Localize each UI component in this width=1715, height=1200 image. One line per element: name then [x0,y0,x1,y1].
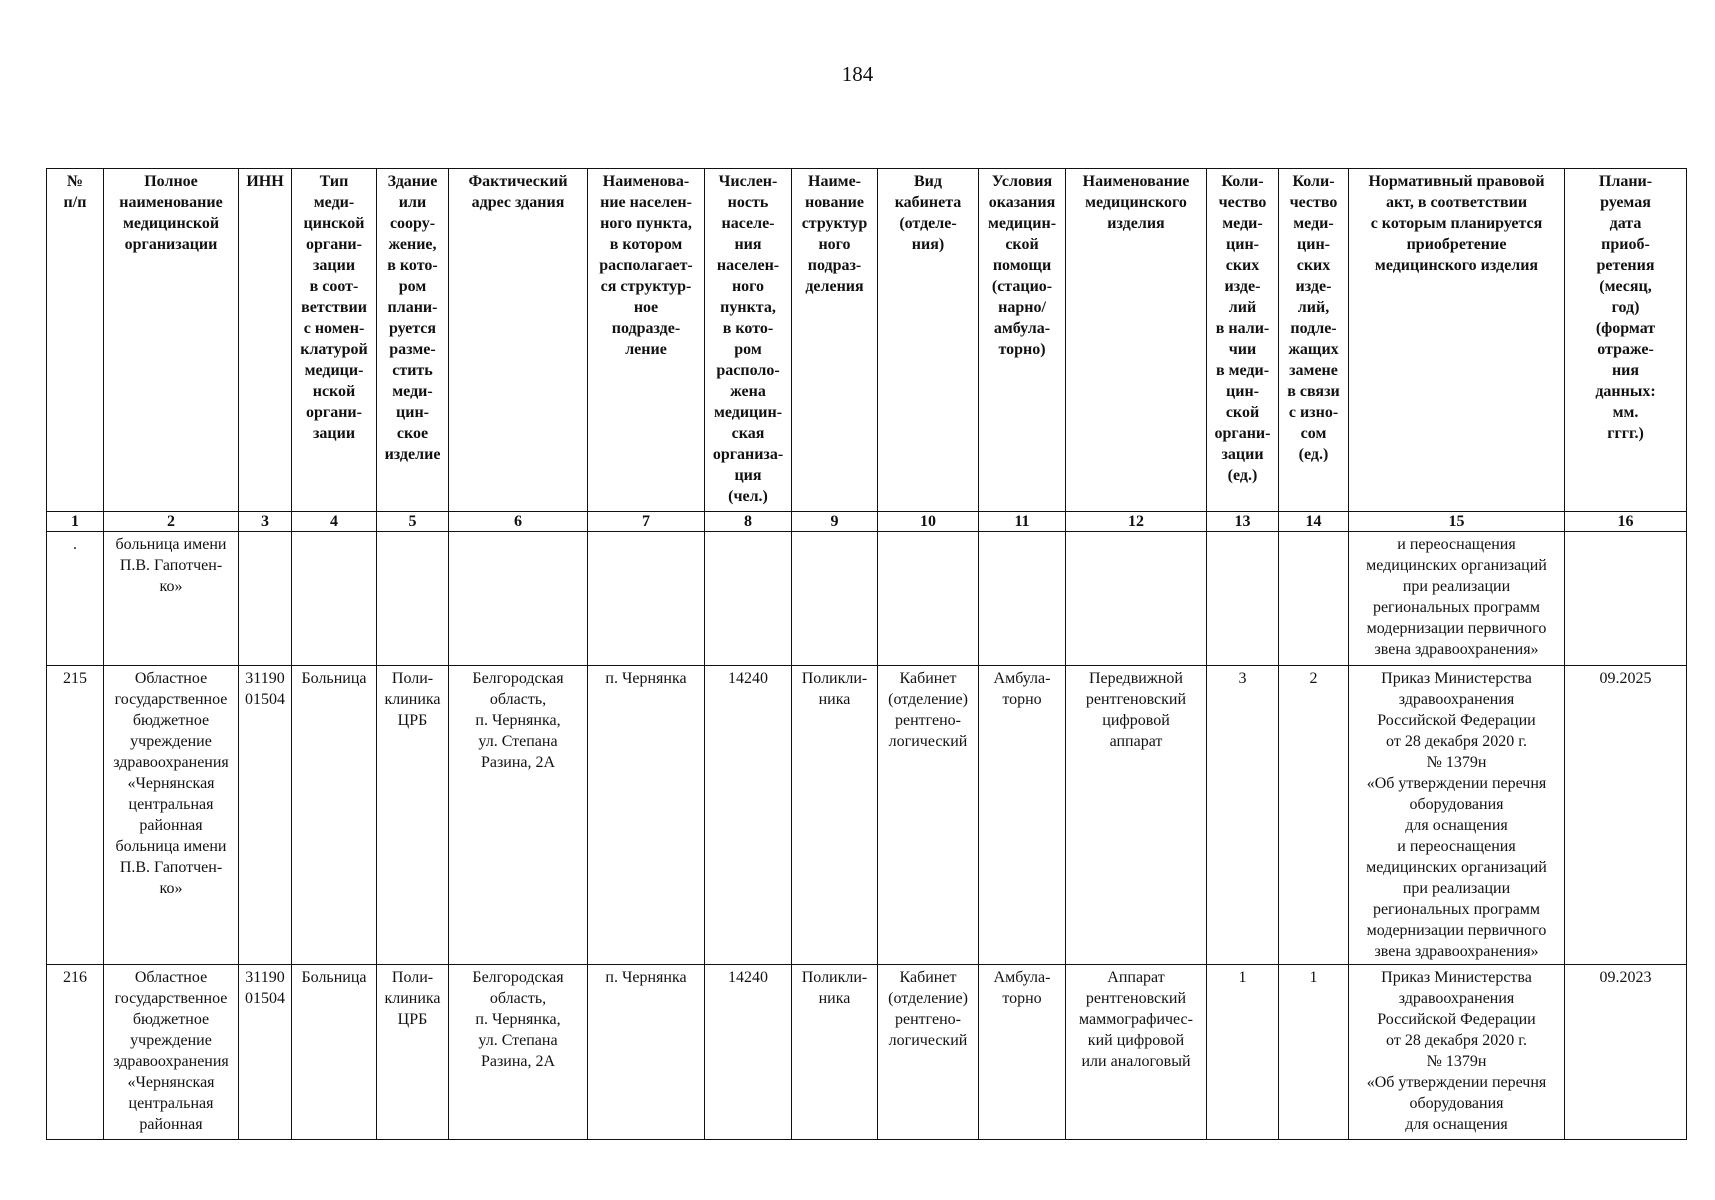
col-header-14: Коли- чество меди- цин- ских изде- лий, подле- жащих замене в связи с изно- сом (ед.) [1279,169,1349,512]
col-number: 15 [1349,512,1565,532]
col-number: 11 [979,512,1066,532]
col-number: 10 [878,512,979,532]
col-number: 16 [1565,512,1687,532]
cell-settlement [588,532,705,666]
col-header-13: Коли- чество меди- цин- ских изде- лий в нали- чии в меди- цин- ской органи- зации (ед.) [1207,169,1279,512]
cell-qty-available: 1 [1207,965,1279,1140]
col-number: 6 [449,512,588,532]
cell-org-type: Больница [292,666,377,965]
cell-inn: 31190 01504 [239,965,292,1140]
col-number: 14 [1279,512,1349,532]
col-header-6: Фактический адрес здания [449,169,588,512]
header-row [47,169,1687,512]
cell-cabinet: Кабинет (отделение) рентгено- логический [878,965,979,1140]
cell-org-name: больница имени П.В. Гапотчен- ко» [104,532,239,666]
cell-population [705,532,792,666]
col-header-4: Тип меди- цинской органи- зации в соот- ветствии с номен- клатурой медици- нской органи- зации [292,169,377,512]
cell-conditions: Амбула- торно [979,666,1066,965]
col-header-7: Наименова- ние населен- ного пункта, в котором располагает- ся структур- ное подразде- ление [588,169,705,512]
col-header-16: Плани- руемая дата приоб- ретения (месяц, год) (формат отраже- ния данных: мм. гггг.) [1565,169,1687,512]
col-number: 13 [1207,512,1279,532]
col-header-12: Наименование медицинского изделия [1066,169,1207,512]
cell-cabinet: Кабинет (отделение) рентгено- логический [878,666,979,965]
col-number: 12 [1066,512,1207,532]
cell-building [377,532,449,666]
col-header-10: Вид кабинета (отделе- ния) [878,169,979,512]
col-number: 4 [292,512,377,532]
col-header-2: Полное наименование медицинской организации [104,169,239,512]
page-number: 184 [841,62,874,86]
col-number: 8 [705,512,792,532]
cell-settlement: п. Чернянка [588,666,705,965]
col-number: 5 [377,512,449,532]
table-row-216 [47,965,1687,1140]
cell-legal-act: Приказ Министерства здравоохранения Российской Федерации от 28 декабря 2020 г. № 1379н «Об утверждении перечня оборудования для оснащения [1349,965,1565,1140]
cell-settlement: п. Чернянка [588,965,705,1140]
col-header-9: Наиме- нование структур ного подраз- деления [792,169,878,512]
cell-subdivision: Поликли- ника [792,666,878,965]
col-header-15: Нормативный правовой акт, в соответствии с которым планируется приобретение медицинского изделия [1349,169,1565,512]
equipment-table [46,168,1687,1140]
col-number: 9 [792,512,878,532]
col-header-1: № п/п [47,169,104,512]
cell-org-name: Областное государственное бюджетное учреждение здравоохранения «Чернянская центральная районная больница имени П.В. Гапотчен- ко» [104,666,239,965]
cell-date: 09.2025 [1565,666,1687,965]
cell-device [1066,532,1207,666]
cell-subdivision: Поликли- ника [792,965,878,1140]
cell-org-type: Больница [292,965,377,1140]
col-header-5: Здание или соору- жение, в кото- ром плани- руется разме- стить меди- цин- ское изделие [377,169,449,512]
cell-legal-act: и переоснащения медицинских организаций при реализации региональных программ модернизации первичного звена здравоохранения» [1349,532,1565,666]
cell-building: Поли- клиника ЦРБ [377,965,449,1140]
col-number: 1 [47,512,104,532]
cell-qty-replace [1279,532,1349,666]
cell-address [449,532,588,666]
cell-org-type [292,532,377,666]
col-header-11: Условия оказания медицин- ской помощи (стацио- нарно/ амбула- торно) [979,169,1066,512]
cell-date: 09.2023 [1565,965,1687,1140]
cell-address: Белгородская область, п. Чернянка, ул. Степана Разина, 2А [449,965,588,1140]
cell-building: Поли- клиника ЦРБ [377,666,449,965]
cell-org-name: Областное государственное бюджетное учреждение здравоохранения «Чернянская центральная районная [104,965,239,1140]
cell-device: Аппарат рентгеновский маммографичес- кий цифровой или аналоговый [1066,965,1207,1140]
cell-date [1565,532,1687,666]
cell-cabinet [878,532,979,666]
cell-inn: 31190 01504 [239,666,292,965]
col-header-8: Числен- ность населе- ния населен- ного пункта, в кото- ром располо- жена медицин- ская организа- ция (чел.) [705,169,792,512]
cell-population: 14240 [705,965,792,1140]
table-row-215 [47,666,1687,965]
cell-num: . [47,532,104,666]
column-number-row [47,512,1687,532]
cell-address: Белгородская область, п. Чернянка, ул. Степана Разина, 2А [449,666,588,965]
cell-legal-act: Приказ Министерства здравоохранения Российской Федерации от 28 декабря 2020 г. № 1379н «Об утверждении перечня оборудования для оснащения и переоснащения медицинских организаций при реализации региональных программ модернизации первичного звена здравоохранения» [1349,666,1565,965]
col-number: 3 [239,512,292,532]
cell-num: 216 [47,965,104,1140]
cell-subdivision [792,532,878,666]
cell-conditions [979,532,1066,666]
cell-qty-available [1207,532,1279,666]
cell-device: Передвижной рентгеновский цифровой аппарат [1066,666,1207,965]
col-header-3: ИНН [239,169,292,512]
col-number: 7 [588,512,705,532]
table-row-continuation [47,532,1687,666]
col-number: 2 [104,512,239,532]
cell-conditions: Амбула- торно [979,965,1066,1140]
cell-inn [239,532,292,666]
cell-num: 215 [47,666,104,965]
cell-population: 14240 [705,666,792,965]
cell-qty-replace: 1 [1279,965,1349,1140]
cell-qty-available: 3 [1207,666,1279,965]
cell-qty-replace: 2 [1279,666,1349,965]
